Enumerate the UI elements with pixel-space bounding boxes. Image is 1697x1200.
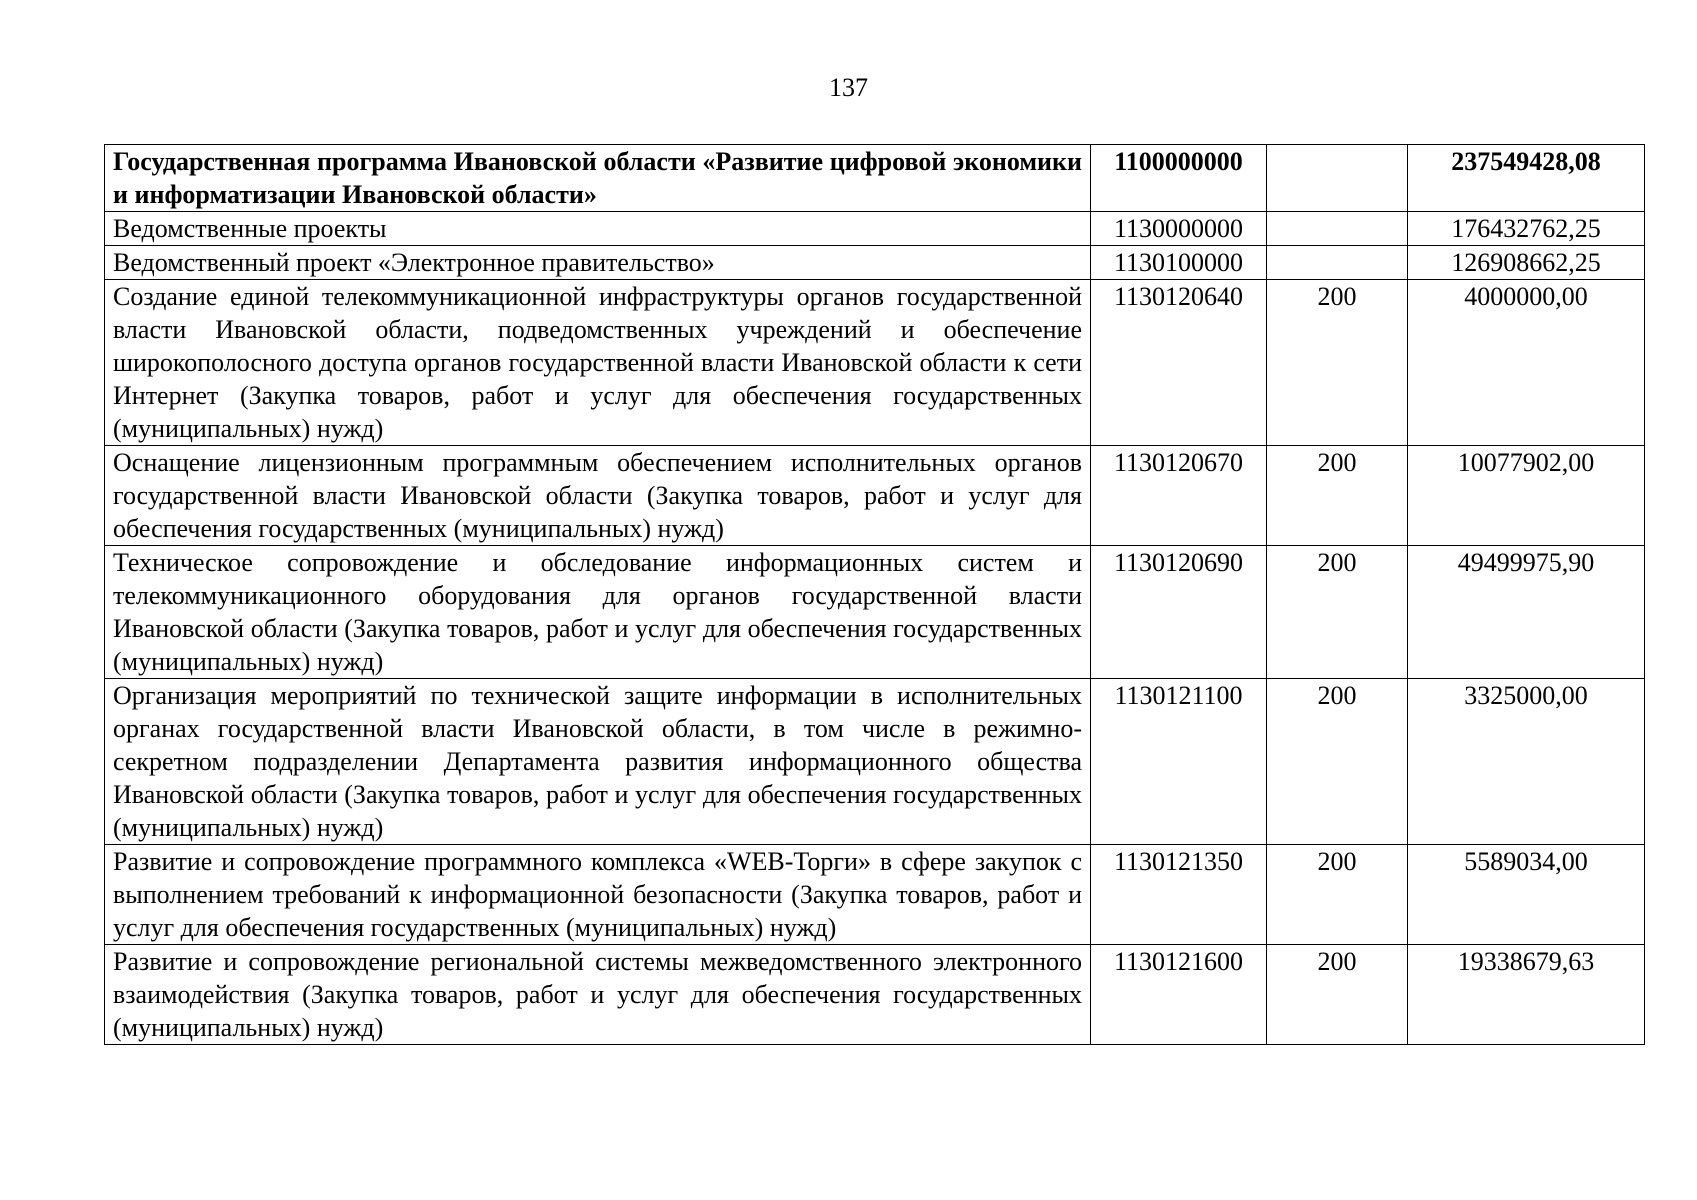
- row-expense-type: [1267, 145, 1408, 212]
- budget-table: [104, 144, 1645, 1045]
- row-amount: 126908662,25: [1408, 246, 1645, 280]
- table-row: [105, 945, 1645, 1045]
- row-code: 1130121350: [1091, 845, 1267, 945]
- row-expense-type: 200: [1267, 546, 1408, 679]
- table-row: [105, 546, 1645, 679]
- row-name: Техническое сопровождение и обследование информационных систем и телекоммуникационного оборудования для органов государственной власти Ивановской области (Закупка товаров, работ и услуг для обеспечения государственных (муниципальных) нужд): [105, 546, 1091, 679]
- table-row: [105, 845, 1645, 945]
- table-row-program: [105, 145, 1645, 212]
- row-code: 1130121600: [1091, 945, 1267, 1045]
- row-code: 1130100000: [1091, 246, 1267, 280]
- row-name: Организация мероприятий по технической защите информации в исполнительных органах государственной власти Ивановской области, в том числе в режимно-секретном подразделении Департамента развития информационного общества Ивановской области (Закупка товаров, работ и услуг для обеспечения государственных (муниципальных) нужд): [105, 679, 1091, 845]
- row-amount: 176432762,25: [1408, 212, 1645, 246]
- row-amount: 10077902,00: [1408, 446, 1645, 546]
- row-code: 1100000000: [1091, 145, 1267, 212]
- row-amount: 19338679,63: [1408, 945, 1645, 1045]
- table-row: [105, 679, 1645, 845]
- row-name: Развитие и сопровождение региональной системы межведомственного электронного взаимодействия (Закупка товаров, работ и услуг для обеспечения государственных (муниципальных) нужд): [105, 945, 1091, 1045]
- row-name: Ведомственные проекты: [105, 212, 1091, 246]
- row-amount: 237549428,08: [1408, 145, 1645, 212]
- table-row: [105, 212, 1645, 246]
- row-expense-type: [1267, 246, 1408, 280]
- row-expense-type: 200: [1267, 945, 1408, 1045]
- row-name: Развитие и сопровождение программного комплекса «WEB-Торги» в сфере закупок с выполнением требований к информационной безопасности (Закупка товаров, работ и услуг для обеспечения государственных (муниципальных) нужд): [105, 845, 1091, 945]
- row-expense-type: 200: [1267, 679, 1408, 845]
- row-name: Ведомственный проект «Электронное правительство»: [105, 246, 1091, 280]
- row-code: 1130120690: [1091, 546, 1267, 679]
- page-number: 137: [829, 73, 868, 102]
- row-expense-type: 200: [1267, 280, 1408, 446]
- row-amount: 4000000,00: [1408, 280, 1645, 446]
- row-name: Создание единой телекоммуникационной инфраструктуры органов государственной власти Ивановской области, подведомственных учреждений и обеспечение широкополосного доступа органов государственной власти Ивановской области к сети Интернет (Закупка товаров, работ и услуг для обеспечения государственных (муниципальных) нужд): [105, 280, 1091, 446]
- row-name: Оснащение лицензионным программным обеспечением исполнительных органов государственной власти Ивановской области (Закупка товаров, работ и услуг для обеспечения государственных (муниципальных) нужд): [105, 446, 1091, 546]
- row-code: 1130120640: [1091, 280, 1267, 446]
- row-code: 1130121100: [1091, 679, 1267, 845]
- table-row: [105, 280, 1645, 446]
- row-code: 1130120670: [1091, 446, 1267, 546]
- row-amount: 49499975,90: [1408, 546, 1645, 679]
- table-row: [105, 446, 1645, 546]
- row-expense-type: [1267, 212, 1408, 246]
- table-row: [105, 246, 1645, 280]
- row-code: 1130000000: [1091, 212, 1267, 246]
- row-amount: 3325000,00: [1408, 679, 1645, 845]
- row-expense-type: 200: [1267, 845, 1408, 945]
- row-amount: 5589034,00: [1408, 845, 1645, 945]
- row-expense-type: 200: [1267, 446, 1408, 546]
- row-name: Государственная программа Ивановской области «Развитие цифровой экономики и информатизации Ивановской области»: [105, 145, 1091, 212]
